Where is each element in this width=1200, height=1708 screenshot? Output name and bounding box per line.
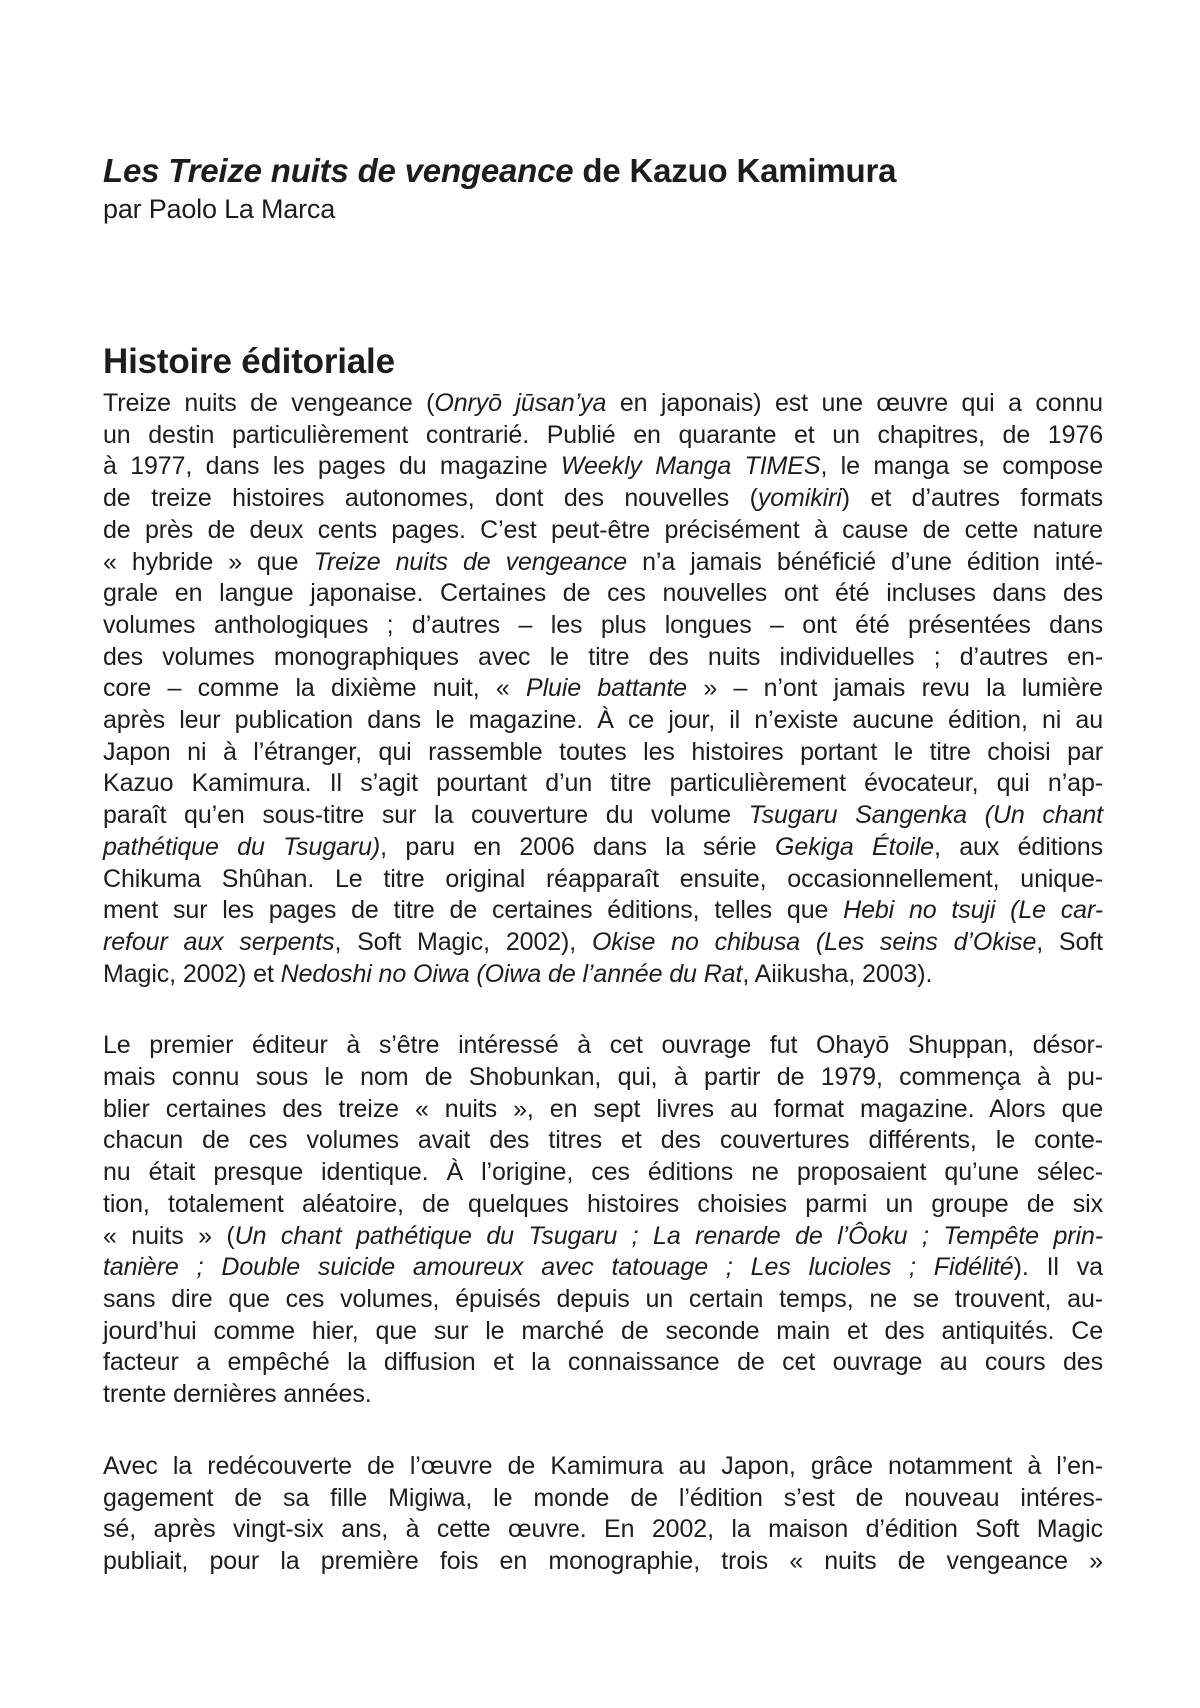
byline: par Paolo La Marca bbox=[103, 194, 336, 224]
text-run: Japon ni à l’étranger, qui rassemble toutes les histoires portant le titre choisi par bbox=[103, 737, 1103, 766]
text-run: core – comme la dixième nuit, « bbox=[103, 674, 527, 703]
text-run: de près de deux cents pages. C’est peut-être précisément à cause de cette nature bbox=[103, 515, 1103, 544]
text-line bbox=[103, 959, 1103, 991]
article-body bbox=[103, 388, 1103, 1578]
italic-run: Onryō jūsan’ya bbox=[434, 389, 607, 417]
italic-run: Un chant pathétique du Tsugaru ; La renarde de l’Ôoku ; Tempête prin- bbox=[234, 1221, 1103, 1250]
text-line bbox=[103, 483, 1103, 515]
text-run: n’a jamais bénéficié d’une édition inté- bbox=[627, 547, 1103, 576]
text-line bbox=[103, 1379, 1103, 1411]
text-run: , le manga se compose bbox=[820, 452, 1103, 481]
text-line bbox=[103, 642, 1103, 674]
text-run: , paru en 2006 dans la série bbox=[380, 832, 776, 861]
italic-run: Gekiga Étoile bbox=[775, 832, 934, 861]
text-run: publiait, pour la première fois en monographie, trois « nuits de vengeance » bbox=[103, 1546, 1103, 1575]
section-heading: Histoire éditoriale bbox=[103, 342, 395, 381]
text-run: , Soft Magic, 2002), bbox=[334, 927, 592, 956]
text-run: » – n’ont jamais revu la lumière bbox=[687, 674, 1103, 703]
page-title-regular-part: de Kazuo Kamimura bbox=[573, 152, 897, 189]
italic-run: pathétique du Tsugaru) bbox=[103, 832, 381, 861]
page-title-italic-part: Les Treize nuits de vengeance bbox=[103, 152, 574, 189]
text-line bbox=[103, 1451, 1103, 1483]
text-line bbox=[103, 451, 1103, 483]
text-line bbox=[103, 1030, 1103, 1062]
page-title bbox=[103, 150, 1103, 192]
text-run: tion, totalement aléatoire, de quelques histoires choisies parmi un groupe de six bbox=[103, 1189, 1103, 1218]
text-run: Magic, 2002) et bbox=[103, 959, 281, 988]
text-run: volumes anthologiques ; d’autres – les plus longues – ont été présentées dans bbox=[103, 610, 1103, 639]
text-run: trente dernières années. bbox=[103, 1380, 372, 1409]
text-line bbox=[103, 800, 1103, 832]
italic-run: Hebi no tsuji (Le car- bbox=[843, 896, 1103, 925]
text-line bbox=[103, 1189, 1103, 1221]
text-run: Chikuma Shûhan. Le titre original réapparaît ensuite, occasionnellement, unique- bbox=[103, 864, 1103, 893]
text-line bbox=[103, 673, 1103, 705]
italic-run: Weekly Manga TIMES bbox=[560, 452, 821, 481]
text-run: Treize nuits de vengeance ( bbox=[103, 389, 435, 417]
text-line bbox=[103, 1284, 1103, 1316]
text-run: à 1977, dans les pages du magazine bbox=[103, 452, 561, 481]
text-run: nu était presque identique. À l’origine, ces éditions ne proposaient qu’une sélec- bbox=[103, 1158, 1103, 1187]
italic-run: tanière ; Double suicide amoureux avec tatouage ; Les lucioles ; Fidélité bbox=[103, 1253, 1014, 1282]
text-line bbox=[103, 705, 1103, 737]
text-line bbox=[103, 547, 1103, 579]
text-line bbox=[103, 610, 1103, 642]
text-line bbox=[103, 1347, 1103, 1379]
text-line bbox=[103, 832, 1103, 864]
text-run: un destin particulièrement contrarié. Publié en quarante et un chapitres, de 1976 bbox=[103, 420, 1103, 449]
text-run: sé, après vingt-six ans, à cette œuvre. En 2002, la maison d’édition Soft Magic bbox=[103, 1515, 1103, 1544]
text-run: grale en langue japonaise. Certaines de ces nouvelles ont été incluses dans des bbox=[103, 579, 1103, 608]
text-line bbox=[103, 515, 1103, 547]
text-run: ) et d’autres formats bbox=[841, 484, 1103, 513]
text-line bbox=[103, 895, 1103, 927]
text-line bbox=[103, 864, 1103, 896]
text-run: gagement de sa fille Migiwa, le monde de l’édition s’est de nouveau intéres- bbox=[103, 1483, 1103, 1512]
text-run: « hybride » que bbox=[103, 547, 314, 576]
text-run: de treize histoires autonomes, dont des nouvelles ( bbox=[103, 484, 758, 513]
italic-run: Pluie battante bbox=[526, 674, 687, 703]
text-line bbox=[103, 1221, 1103, 1253]
text-run: Le premier éditeur à s’être intéressé à cet ouvrage fut Ohayō Shuppan, désor- bbox=[103, 1031, 1103, 1060]
paragraph bbox=[103, 388, 1103, 990]
text-line bbox=[103, 768, 1103, 800]
text-run: blier certaines des treize « nuits », en sept livres au format magazine. Alors que bbox=[103, 1094, 1103, 1123]
text-run: , aux éditions bbox=[933, 832, 1103, 861]
text-line bbox=[103, 927, 1103, 959]
italic-run: Okise no chibusa (Les seins d’Okise bbox=[591, 927, 1037, 956]
text-run: « nuits » ( bbox=[103, 1221, 235, 1250]
text-line bbox=[103, 737, 1103, 769]
italic-run: Treize nuits de vengeance bbox=[313, 547, 628, 576]
text-run: jourd’hui comme hier, que sur le marché de seconde main et des antiquités. Ce bbox=[103, 1316, 1103, 1345]
text-line bbox=[103, 388, 1103, 420]
text-line bbox=[103, 1546, 1103, 1578]
text-line bbox=[103, 1514, 1103, 1546]
text-run: sans dire que ces volumes, épuisés depuis un certain temps, ne se trouvent, au- bbox=[103, 1284, 1103, 1313]
italic-run: refour aux serpents bbox=[103, 927, 335, 956]
italic-run: Nedoshi no Oiwa (Oiwa de l’année du Rat bbox=[280, 959, 743, 988]
text-run: en japonais) est une œuvre qui a connu bbox=[606, 389, 1103, 417]
text-run: Kazuo Kamimura. Il s’agit pourtant d’un titre particulièrement évocateur, qui n’ap- bbox=[103, 769, 1103, 798]
text-run: Avec la redécouverte de l’œuvre de Kamimura au Japon, grâce notamment à l’en- bbox=[103, 1451, 1103, 1480]
text-line bbox=[103, 1157, 1103, 1189]
text-line bbox=[103, 420, 1103, 452]
text-run: paraît qu’en sous-titre sur la couverture du volume bbox=[103, 801, 749, 830]
text-run: facteur a empêché la diffusion et la connaissance de cet ouvrage au cours des bbox=[103, 1348, 1103, 1377]
text-run: après leur publication dans le magazine. À ce jour, il n’existe aucune édition, ni au bbox=[103, 706, 1103, 735]
italic-run: Tsugaru Sangenka (Un chant bbox=[748, 801, 1103, 830]
text-line bbox=[103, 1316, 1103, 1348]
text-run: des volumes monographiques avec le titre des nuits individuelles ; d’autres en- bbox=[103, 642, 1103, 671]
italic-run: yomikiri bbox=[757, 484, 842, 513]
text-run: ment sur les pages de titre de certaines éditions, telles que bbox=[103, 896, 844, 925]
text-line bbox=[103, 1062, 1103, 1094]
paragraph bbox=[103, 1451, 1103, 1578]
text-line bbox=[103, 1483, 1103, 1515]
text-line bbox=[103, 1125, 1103, 1157]
text-run: , Aiikusha, 2003). bbox=[742, 959, 933, 988]
text-run: mais connu sous le nom de Shobunkan, qui, à partir de 1979, commença à pu- bbox=[103, 1063, 1103, 1092]
text-line bbox=[103, 1252, 1103, 1284]
text-line bbox=[103, 1094, 1103, 1126]
text-line bbox=[103, 578, 1103, 610]
text-run: , Soft bbox=[1036, 927, 1103, 956]
text-run: ). Il va bbox=[1013, 1253, 1103, 1282]
text-run: chacun de ces volumes avait des titres et des couvertures différents, le conte- bbox=[103, 1126, 1103, 1155]
page-content bbox=[103, 150, 1103, 1578]
paragraph bbox=[103, 1030, 1103, 1410]
